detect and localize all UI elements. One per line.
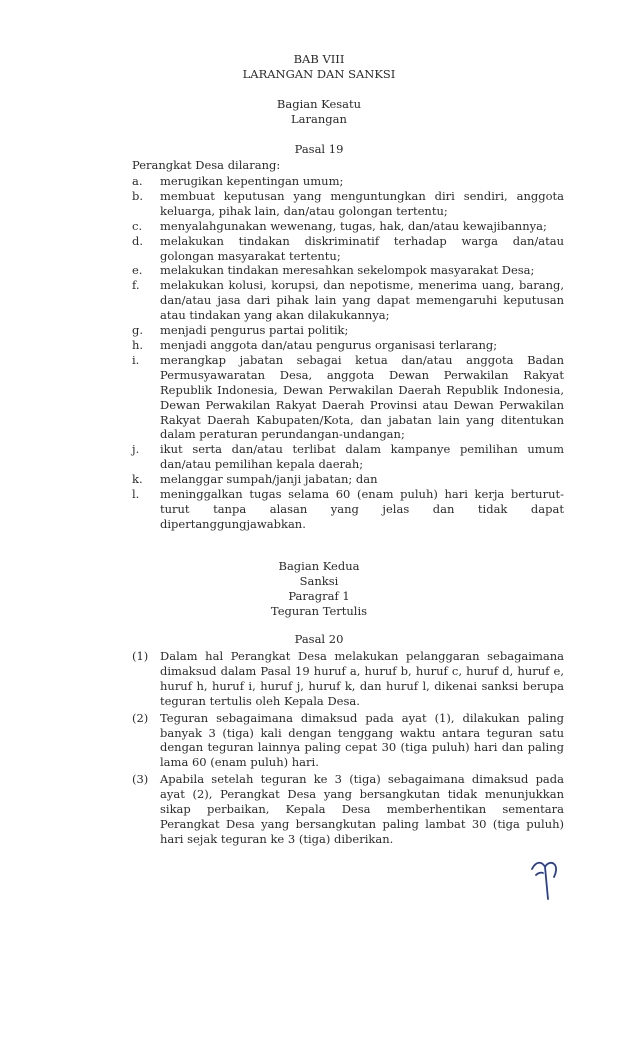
part-two-title: Sanksi bbox=[299, 574, 339, 588]
prohibition-item bbox=[132, 263, 564, 278]
sanction-clause-marker: (2) bbox=[132, 710, 149, 725]
prohibition-item-text: merugikan kepentingan umum; bbox=[160, 174, 344, 188]
prohibition-item-marker: a. bbox=[132, 174, 143, 188]
signature-initial bbox=[528, 855, 568, 903]
prohibition-item-marker: c. bbox=[132, 218, 143, 233]
prohibition-item-marker: e. bbox=[132, 263, 143, 278]
prohibition-item bbox=[132, 323, 564, 338]
prohibition-item bbox=[132, 487, 564, 532]
article-19-heading: Pasal 19 bbox=[294, 142, 344, 156]
article-19-intro: Perangkat Desa dilarang: bbox=[132, 158, 281, 172]
prohibition-item-marker: k. bbox=[132, 472, 143, 487]
chapter-number: BAB VIII bbox=[293, 52, 345, 66]
prohibition-item bbox=[132, 189, 564, 219]
prohibition-item-marker: l. bbox=[132, 487, 140, 502]
prohibition-item-marker: f. bbox=[132, 278, 140, 293]
prohibition-item-marker: b. bbox=[132, 188, 144, 203]
sanction-clause-marker: (3) bbox=[132, 772, 149, 787]
part-one-heading: Bagian Kesatu bbox=[276, 97, 362, 111]
prohibition-item-marker: j. bbox=[132, 442, 140, 457]
prohibition-item bbox=[132, 234, 564, 264]
prohibition-item-text: membuat keputusan yang menguntungkan diri sendiri, anggota keluarga, pihak lain, dan/atau golongan tertentu; bbox=[160, 188, 564, 218]
article-20-heading: Pasal 20 bbox=[294, 632, 344, 646]
prohibition-item-text: ikut serta dan/atau terlibat dalam kampanye pemilihan umum dan/atau pemilihan kepala daerah; bbox=[160, 442, 564, 472]
paragraph-one-title: Teguran Tertulis bbox=[270, 604, 368, 618]
prohibition-item-text: melakukan tindakan meresahkan sekelompok masyarakat Desa; bbox=[160, 263, 535, 278]
prohibition-item-marker: i. bbox=[132, 352, 140, 367]
sanction-clause bbox=[132, 649, 564, 709]
prohibition-item bbox=[132, 278, 564, 323]
part-one-title: Larangan bbox=[291, 112, 347, 126]
sanction-clause-text: Apabila setelah teguran ke 3 (tiga) sebagaimana dimaksud pada ayat (2), Perangkat Desa yang bersangkutan tidak menunjukkan sikap perbaikan, Kepala Desa memberhentikan sementara Perangkat Desa yang bersangkutan paling lambat 30 (tiga puluh) hari sejak teguran ke 3 (tiga) diberikan. bbox=[160, 772, 564, 846]
sanction-clause bbox=[132, 772, 564, 847]
prohibition-item-text: meninggalkan tugas selama 60 (enam puluh) hari kerja berturut-turut tanpa alasan yang jelas dan tidak dapat dipertanggungjawabkan. bbox=[160, 487, 564, 531]
prohibition-item bbox=[132, 219, 564, 234]
prohibition-item-marker: h. bbox=[132, 337, 144, 352]
prohibition-item-marker: d. bbox=[132, 233, 144, 248]
prohibition-item bbox=[132, 442, 564, 472]
sanction-clause-text: Teguran sebagaimana dimaksud pada ayat (1), dilakukan paling banyak 3 (tiga) kali dengan tenggang waktu antara teguran satu dengan teguran lainnya paling cepat 30 (tiga puluh) hari dan paling lama 60 (enam puluh) hari. bbox=[160, 710, 564, 770]
prohibition-item-text: melakukan kolusi, korupsi, dan nepotisme, menerima uang, barang, dan/atau jasa dari pihak lain yang dapat memengaruhi keputusan atau tindakan yang akan dilakukannya; bbox=[160, 278, 564, 323]
sanction-clause bbox=[132, 711, 564, 771]
prohibition-item-text: melanggar sumpah/janji jabatan; dan bbox=[160, 472, 378, 487]
article-20-list bbox=[132, 649, 564, 849]
prohibition-item bbox=[132, 472, 564, 487]
prohibition-item-text: melakukan tindakan diskriminatif terhadap warga dan/atau golongan masyarakat tertentu; bbox=[160, 233, 564, 263]
prohibition-item bbox=[132, 338, 564, 353]
chapter-title: LARANGAN DAN SANKSI bbox=[242, 67, 396, 81]
prohibition-item bbox=[132, 353, 564, 442]
article-19-list bbox=[132, 174, 564, 532]
prohibition-item-text: menjadi anggota dan/atau pengurus organisasi terlarang; bbox=[160, 337, 498, 352]
sanction-clause-marker: (1) bbox=[132, 649, 149, 663]
prohibition-item bbox=[132, 174, 564, 189]
prohibition-item-marker: g. bbox=[132, 323, 144, 338]
sanction-clause-text: Dalam hal Perangkat Desa melakukan pelanggaran sebagaimana dimaksud dalam Pasal 19 huruf a, huruf b, huruf c, huruf d, huruf e, huruf h, huruf i, huruf j, huruf k, dan huruf l, dikenai sanksi berupa teguran tertulis oleh Kepala Desa. bbox=[160, 649, 564, 708]
prohibition-item-text: menyalahgunakan wewenang, tugas, hak, dan/atau kewajibannya; bbox=[160, 218, 547, 233]
paragraph-one-heading: Paragraf 1 bbox=[288, 589, 350, 603]
part-two-heading: Bagian Kedua bbox=[278, 559, 360, 573]
prohibition-item-text: menjadi pengurus partai politik; bbox=[160, 323, 349, 338]
prohibition-item-text: merangkap jabatan sebagai ketua dan/atau anggota Badan Permusyawaratan Desa, anggota Dewan Perwakilan Rakyat Republik Indonesia, Dewan Perwakilan Daerah Republik Indonesia, Dewan Perwakilan Rakyat Daerah Provinsi atau Dewan Perwakilan Rakyat Daerah Kabupaten/Kota, dan jabatan lain yang ditentukan dalam peraturan perundangan-undangan; bbox=[160, 352, 564, 442]
